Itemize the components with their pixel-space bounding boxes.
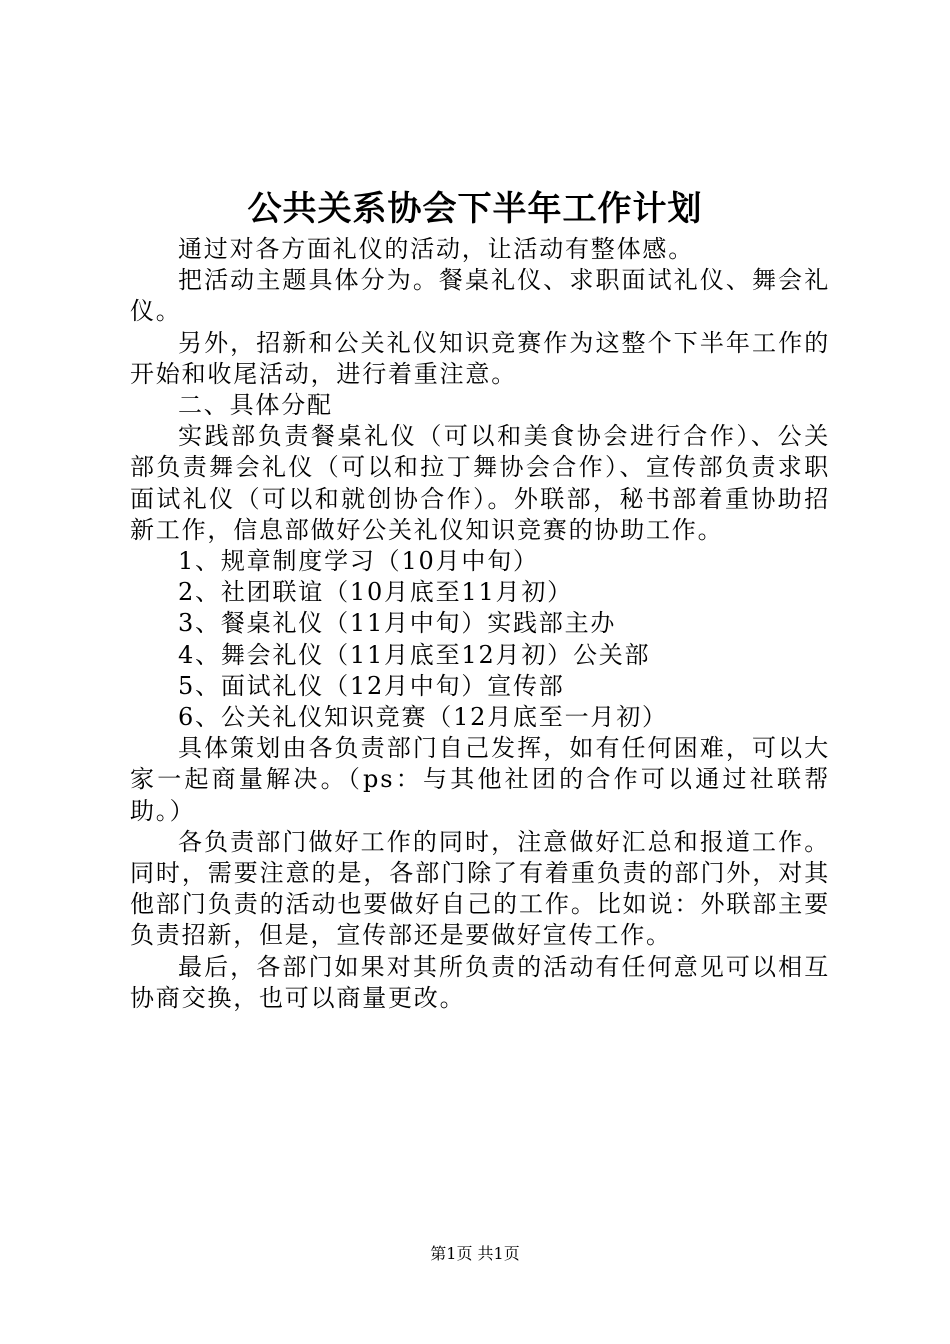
document-title: 公共关系协会下半年工作计划 [247, 189, 703, 229]
paragraph-closing: 最后，各部门如果对其所负责的活动有任何意见可以相互协商交换，也可以商量更改。 [130, 952, 830, 1012]
schedule-item-4: 4、舞会礼仪（11月底至12月初）公关部 [178, 640, 651, 669]
paragraph-intro: 通过对各方面礼仪的活动，让活动有整体感。 [178, 235, 694, 263]
paragraph-additional: 另外，招新和公关礼仪知识竞赛作为这整个下半年工作的开始和收尾活动，进行着重注意。 [130, 328, 830, 388]
page-number-footer: 第1页 共1页 [430, 1244, 520, 1263]
paragraph-planning: 具体策划由各负责部门自己发挥，如有任何困难，可以大家一起商量解决。（ps：与其他社团的合作可以通过社联帮助。） [130, 734, 830, 825]
schedule-item-6: 6、公关礼仪知识竞赛（12月底至一月初） [178, 703, 668, 732]
schedule-item-5: 5、面试礼仪（12月中旬）宣传部 [178, 671, 565, 700]
document-body [130, 234, 830, 1014]
schedule-item-2: 2、社团联谊（10月底至11月初） [178, 578, 573, 607]
paragraph-themes: 把活动主题具体分为。餐桌礼仪、求职面试礼仪、舞会礼仪。 [130, 266, 830, 326]
section-heading-assignment: 二、具体分配 [178, 391, 333, 420]
schedule-item-3: 3、餐桌礼仪（11月中旬）实践部主办 [178, 609, 617, 638]
schedule-item-1: 1、规章制度学习（10月中旬） [178, 547, 539, 576]
paragraph-department-roles: 实践部负责餐桌礼仪（可以和美食协会进行合作）、公关部负责舞会礼仪（可以和拉丁舞协会合作）、宣传部负责求职面试礼仪（可以和就创协合作）。外联部，秘书部着重协助招新工作，信息部做好公关礼仪知识竞赛的协助工作。 [130, 422, 830, 544]
paragraph-reporting: 各负责部门做好工作的同时，注意做好汇总和报道工作。同时，需要注意的是，各部门除了有着重负责的部门外，对其他部门负责的活动也要做好自己的工作。比如说：外联部主要负责招新，但是，宣传部还是要做好宣传工作。 [130, 827, 830, 950]
